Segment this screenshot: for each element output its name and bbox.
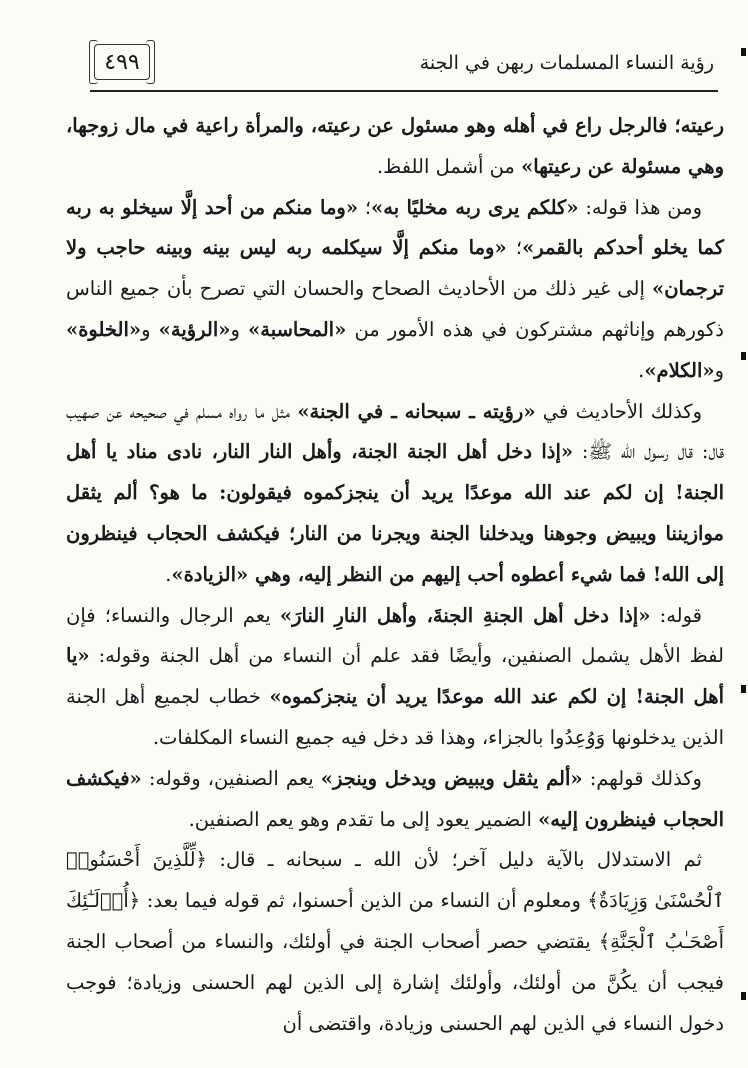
text-run: ومن هذا قوله:: [578, 195, 702, 219]
edge-mark: [741, 685, 746, 693]
bold-quote: «فيكشف الحجاب فينظرون إليه»: [66, 766, 724, 831]
text-run: و: [230, 317, 249, 341]
bold-quote: «وما منكم من أحد إلَّا سيخلو به ربه كما يخلو أحدكم بالقمر»: [66, 195, 724, 260]
bold-quote: «ألم يثقل ويبيض ويدخل وينجز»: [320, 766, 583, 790]
paragraph: [66, 188, 724, 392]
text-run: إلى غير ذلك من الأحاديث الصحاح والحسان التي تصرح بأن جميع الناس ذكورهم وإناثهم مشتركون في هذه الأمور من: [66, 277, 724, 341]
paragraph: [66, 759, 724, 841]
body-text: [66, 106, 724, 1044]
text-run: .: [638, 358, 645, 382]
paragraph: [66, 106, 724, 188]
text-run: يعم الرجال والنساء؛ فإن لفظ الأهل يشمل الصنفين، وأيضًا فقد علم أن النساء من أهل الجنة وقوله:: [66, 603, 724, 668]
edge-mark: [741, 352, 746, 360]
bold-quote: «المحاسبة»: [248, 317, 347, 341]
text-run: مثل ما رواه مسلم في صحيحه عن صهيب قال: قال رسول الله ﷺ:: [66, 399, 724, 464]
bold-quote: «إذا دخل أهل الجنة الجنة، وأهل النار النار، نادى مناد يا أهل الجنة! إن لكم عند الله موعدًا يريد أن ينجزكموه فيقولون: ما هو؟ ألم يثقل موازيننا ويبيض وجوهنا ويدخلنا الجنة ويجرنا من النار؛ فيكشف الحجاب فينظرون إلى الله! فما شيء أعطوه أحب إليهم من النظر إليه، وهي «الزيادة»: [66, 440, 724, 586]
paragraph: [66, 596, 724, 759]
text-run: يعم الصنفين، وقوله:: [141, 766, 321, 790]
bold-quote: «الكلام»: [644, 358, 715, 382]
text-run: ؛: [358, 195, 372, 219]
text-run: من أشمل اللفظ.: [376, 154, 522, 178]
page-header: [90, 38, 718, 92]
text-run: وكذلك قولهم:: [582, 766, 702, 790]
text-run: الضمير يعود إلى ما تقدم وهو يعم الصنفين.: [188, 807, 539, 831]
page-number: ٤٩٩: [94, 44, 150, 80]
text-run: .: [165, 562, 172, 586]
text-run: وكذلك الأحاديث في: [535, 399, 703, 423]
running-title: رؤية النساء المسلمات ربهن في الجنة: [419, 52, 714, 74]
text-run: ثم الاستدلال بالآية دليل آخر؛ لأن الله ـ سبحانه ـ قال: ﴿لِّلَّذِينَ أَحْسَنُوا۟ ٱلْحُسْنَىٰ وَزِيَادَةٌ﴾ ومعلوم أن النساء من الذين أحسنوا، ثم قوله فيما بعد: ﴿أُو۟لَـٰٓئِكَ أَصْحَـٰبُ ٱلْجَنَّةِ﴾ يقتضي حصر أصحاب الجنة في أولئك، والنساء من أصحاب الجنة فيجب أن يكُنَّ من أولئك، وأولئك إشارة إلى الذين لهم الحسنى وزيادة؛ فوجب دخول النساء في الذين لهم الحسنى وزيادة، واقتضى أن: [66, 848, 724, 1035]
bold-quote: «إذا دخل أهل الجنةِ الجنةَ، وأهل النارِ النارَ»: [279, 603, 651, 627]
bold-quote: «كلكم يرى ربه مخليًا به»: [371, 195, 579, 219]
text-run: قوله:: [650, 603, 703, 627]
bold-quote: «الرؤية»: [158, 317, 231, 341]
edge-mark: [741, 48, 746, 56]
text-run: خطاب لجميع أهل الجنة الذين يدخلونها وَوُعِدُوا بالجزاء، وهذا قد دخل فيه جميع النساء المكلفات.: [66, 685, 724, 749]
bold-quote: «الخلوة»: [66, 317, 142, 341]
bold-quote: «رؤيته ـ سبحانه ـ في الجنة»: [297, 399, 536, 423]
edge-mark: [741, 992, 746, 1000]
text-run: و: [714, 358, 724, 382]
bold-quote: «وما منكم إلَّا سيكلمه ربه ليس بينه وبينه حاجب ولا ترجمان»: [66, 236, 724, 301]
text-run: ؛: [506, 236, 523, 260]
text-run: و: [141, 317, 159, 341]
bold-quote: رعيته؛ فالرجل راع في أهله وهو مسئول عن رعيته، والمرأة راعية في مال زوجها، وهي مسئولة عن رعيتها»: [66, 114, 724, 178]
paragraph: [66, 840, 724, 1044]
bold-quote: «يا أهل الجنة! إن لكم عند الله موعدًا يريد أن ينجزكموه»: [66, 644, 724, 709]
paragraph: [66, 392, 724, 596]
